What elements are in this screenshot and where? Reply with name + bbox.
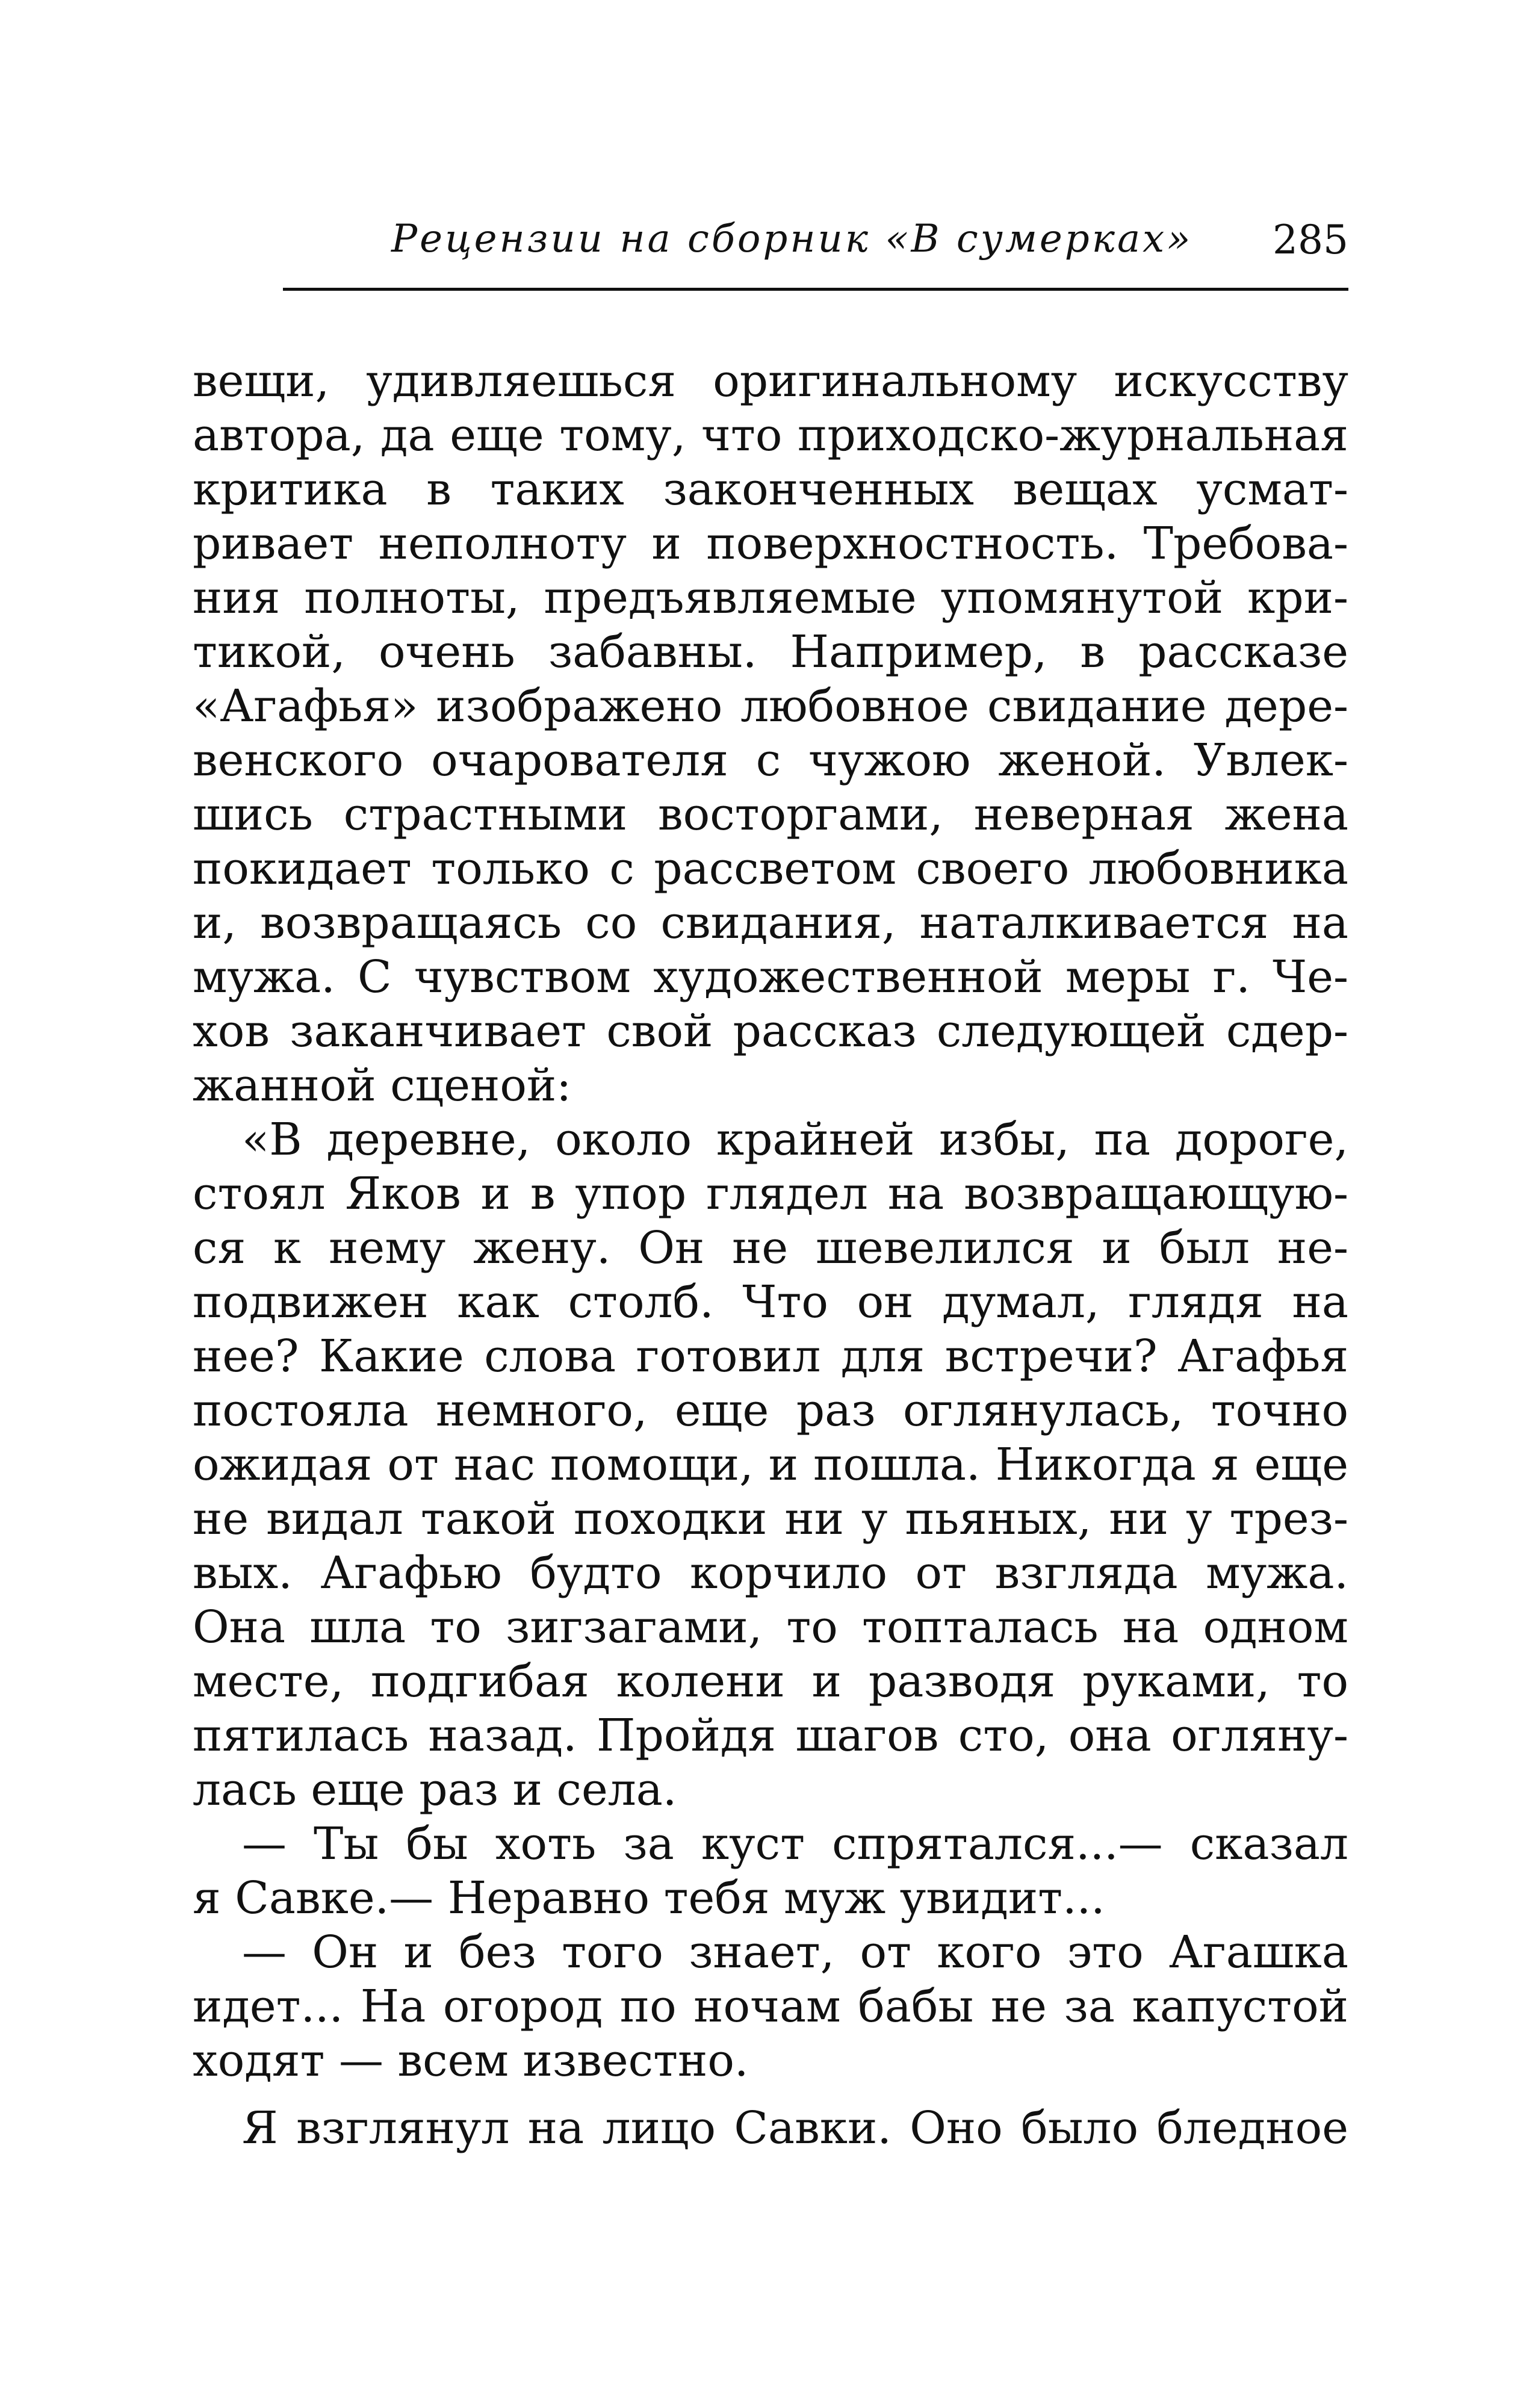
text-line: жанной сценой: (193, 1060, 572, 1111)
text-line: венского очарователя с чужою женой. Увлек- (193, 734, 1348, 786)
text-line: не видал такой походки ни у пьяных, ни у трез- (193, 1493, 1348, 1545)
text-line: ожидая от нас помощи, и пошла. Никогда я еще (193, 1439, 1348, 1491)
text-line: ходят — всем известно. (193, 2035, 749, 2087)
text-line: постояла немного, еще раз оглянулась, точно (193, 1385, 1348, 1436)
text-line: — Ты бы хоть за куст спрятался...— сказал (242, 1818, 1348, 1870)
text-line: нее? Какие слова готовил для встречи? Агафья (193, 1330, 1348, 1382)
header-rule (283, 288, 1348, 291)
text-line: ся к нему жену. Он не шевелился и был не- (193, 1222, 1348, 1274)
text-line: вых. Агафью будто корчило от взгляда мужа. (193, 1547, 1348, 1599)
text-line: Я взглянул на лицо Савки. Оно было бледное (242, 2102, 1348, 2154)
text-line: пятилась назад. Пройдя шагов сто, она огляну- (193, 1710, 1348, 1761)
text-line: стоял Яков и в упор глядел на возвращающую- (193, 1168, 1348, 1220)
text-line: месте, подгибая колени и разводя руками, то (193, 1656, 1348, 1707)
text-line: ния полноты, предъявляемые упомянутой кри- (193, 572, 1348, 624)
text-line: «В деревне, около крайней избы, па дороге, (242, 1114, 1348, 1165)
running-title: Рецензии на сборник «В сумерках» (391, 217, 1193, 261)
text-line: автора, да еще тому, что приходско-журнальная (193, 409, 1348, 461)
text-line: и, возвращаясь со свидания, наталкивается на (193, 897, 1348, 949)
text-line: мужа. С чувством художественной меры г. Че- (193, 951, 1348, 1003)
text-line: ривает неполноту и поверхностность. Требова- (193, 518, 1348, 569)
text-line: покидает только с рассветом своего любовника (193, 843, 1348, 895)
text-line: Она шла то зигзагами, то топталась на одном (193, 1601, 1348, 1653)
text-line: — Он и без того знает, от кого это Агашка (242, 1926, 1348, 1978)
text-line: тикой, очень забавны. Например, в рассказе (193, 626, 1348, 678)
text-line: хов заканчивает свой рассказ следующей сдер- (193, 1005, 1348, 1057)
text-line: лась еще раз и села. (193, 1764, 677, 1816)
page-header (283, 217, 1348, 271)
text-line: критика в таких законченных вещах усмат- (193, 464, 1348, 515)
body-text (193, 354, 1348, 2155)
text-line: я Савке.— Неравно тебя муж увидит... (193, 1872, 1105, 1924)
text-line: «Агафья» изображено любовное свидание дере- (193, 680, 1348, 732)
text-line: идет... На огород по ночам бабы не за капустой (193, 1981, 1348, 2032)
page-number: 285 (1273, 217, 1348, 263)
text-line: подвижен как столб. Что он думал, глядя на (193, 1276, 1348, 1328)
text-line: вещи, удивляешься оригинальному искусству (193, 355, 1348, 407)
text-line: шись страстными восторгами, неверная жена (193, 789, 1348, 840)
